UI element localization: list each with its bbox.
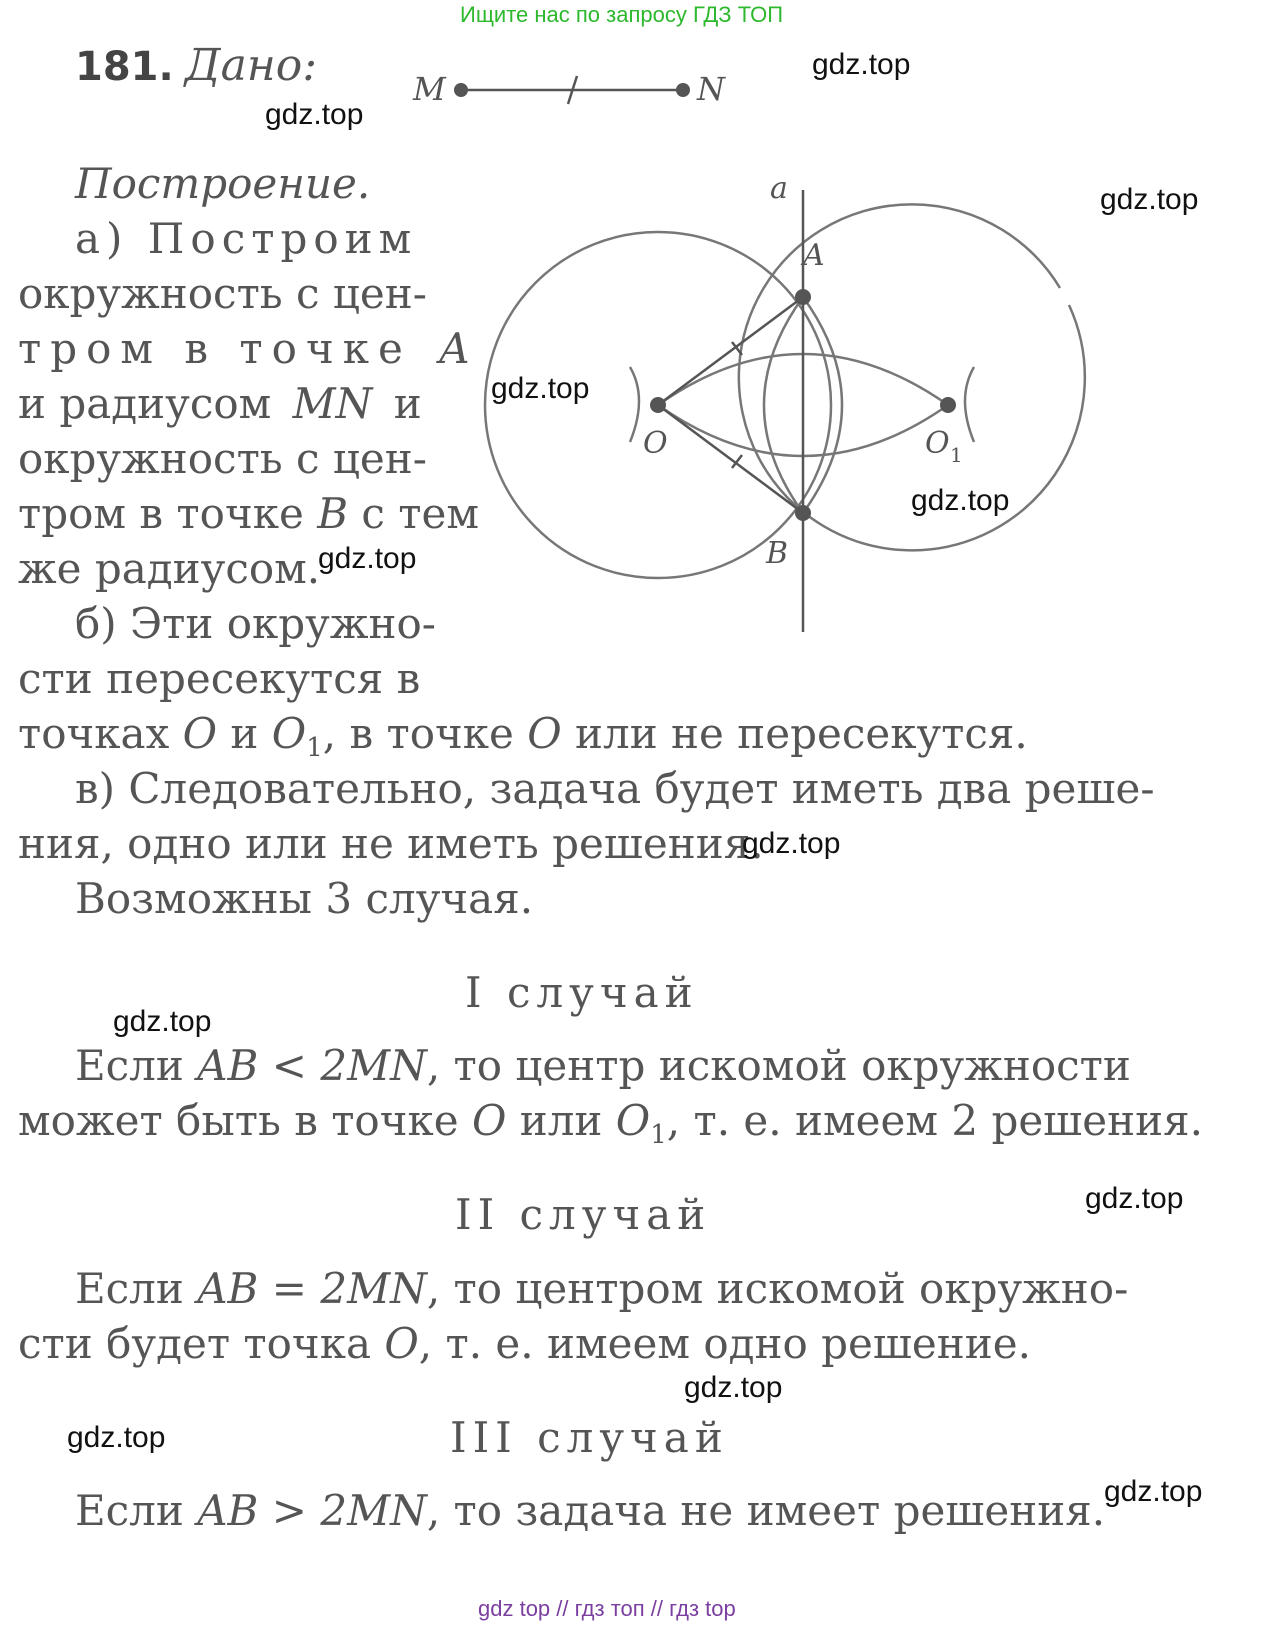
label-line-a: a <box>770 171 788 206</box>
label-o: O <box>643 426 668 461</box>
case1-relation: < <box>271 1041 307 1090</box>
watermark: gdz.top <box>265 98 364 131</box>
point-n-label: N <box>697 70 725 108</box>
given-label: Дано: <box>184 40 318 91</box>
case1-line2 <box>18 1096 1203 1150</box>
watermark: gdz.top <box>742 827 841 860</box>
watermark: gdz.top <box>1085 1182 1184 1215</box>
construction-figure <box>470 170 1190 650</box>
problem-header <box>75 40 318 91</box>
var-o: O <box>182 709 218 758</box>
case3-title: III случай <box>450 1413 729 1462</box>
case1-line1 <box>75 1041 1131 1090</box>
segment-ob <box>658 405 803 513</box>
step-a-line4 <box>18 379 422 428</box>
var-o1: O <box>271 709 307 758</box>
case1-2mn: 2MN <box>320 1041 427 1090</box>
case1-line2-text: может быть в точке <box>18 1096 459 1145</box>
case2-if: Если <box>75 1264 184 1313</box>
watermark: gdz.top <box>684 1371 783 1404</box>
word-and: и <box>393 379 422 428</box>
label-o1-sub: 1 <box>950 443 963 467</box>
var-o-2: O <box>527 709 562 758</box>
case1-if: Если <box>75 1041 184 1090</box>
step-b-line1: б) Эти окружно- <box>75 599 436 648</box>
step-a-line4-text: и радиусом <box>18 379 272 428</box>
label-o1: O <box>925 426 950 461</box>
var-mn: MN <box>292 379 373 428</box>
watermark: gdz.top <box>113 1005 212 1038</box>
case1-o1: O <box>615 1096 651 1145</box>
case3-2mn: 2MN <box>320 1486 427 1535</box>
case1-line1-tail: , то центр искомой окружности <box>426 1041 1131 1090</box>
step-a-line7: же радиусом. <box>18 544 321 593</box>
step-b-line3-mid: , в точке <box>322 709 514 758</box>
step-a-line6-tail: с тем <box>361 489 480 538</box>
case3-line1-tail: , то задача не имеет решения. <box>426 1486 1106 1535</box>
construction-heading: Построение. <box>75 159 371 208</box>
watermark: gdz.top <box>812 48 911 81</box>
arc-right <box>803 297 842 513</box>
case1-or: или <box>519 1096 603 1145</box>
step-b-line3-text: точках <box>18 709 170 758</box>
step-b-line2: сти пересекутся в <box>18 654 421 703</box>
arc-left <box>764 297 803 513</box>
case1-line2-tail: , т. е. имеем 2 решения. <box>666 1096 1203 1145</box>
var-a: A <box>439 324 470 373</box>
watermark: gdz.top <box>1100 183 1199 216</box>
case2-line2 <box>18 1319 1031 1368</box>
step-a-line3 <box>18 324 470 373</box>
case2-relation: = <box>271 1264 307 1313</box>
point-m-dot <box>454 83 468 97</box>
case2-ab: AB <box>197 1264 259 1313</box>
step-a-line3-text: тром в точке <box>18 324 412 373</box>
step-b-line3-tail: или не пересекутся. <box>575 709 1028 758</box>
point-b-dot <box>795 505 811 521</box>
step-a-line1: а) Построим <box>75 214 418 263</box>
case1-o1-sub: 1 <box>650 1119 667 1150</box>
watermark: gdz.top <box>318 542 417 575</box>
watermark: gdz.top <box>491 372 590 405</box>
var-b: B <box>317 489 349 538</box>
top-banner: Ищите нас по запросу ГДЗ ТОП <box>460 2 784 27</box>
case3-relation: > <box>271 1486 307 1535</box>
word-and-2: и <box>230 709 259 758</box>
step-a-line6-text: тром в точке <box>18 489 304 538</box>
bottom-banner: gdz top // гдз топ // гдз top <box>478 1596 736 1621</box>
case2-title: II случай <box>455 1190 712 1239</box>
case1-ab: AB <box>197 1041 259 1090</box>
step-a-line2: окружность с цен- <box>18 269 427 318</box>
case1-title: I случай <box>465 968 699 1017</box>
case2-line1-tail: , то центром искомой окружно- <box>426 1264 1129 1313</box>
case2-line2-text: сти будет точка <box>18 1319 371 1368</box>
case2-2mn: 2MN <box>320 1264 427 1313</box>
case1-o: O <box>471 1096 507 1145</box>
case2-line2-tail: , т. е. имеем одно решение. <box>418 1319 1031 1368</box>
point-o-dot <box>650 397 666 413</box>
cases-intro: Возможны 3 случая. <box>75 874 534 923</box>
point-o1-dot <box>940 397 956 413</box>
case2-line1 <box>75 1264 1129 1313</box>
case2-o: O <box>384 1319 419 1368</box>
point-a-dot <box>795 289 811 305</box>
step-b-line3 <box>18 709 1028 763</box>
point-m-label: M <box>413 70 446 108</box>
problem-number: 181. <box>75 44 174 90</box>
step-a-line5: окружность с цен- <box>18 434 427 483</box>
var-o1-sub: 1 <box>306 732 323 763</box>
step-a-line6 <box>18 489 480 538</box>
case3-if: Если <box>75 1486 184 1535</box>
label-a: A <box>803 238 825 273</box>
step-v-line1: в) Следовательно, задача будет иметь два реше- <box>75 764 1155 813</box>
case3-ab: AB <box>197 1486 259 1535</box>
watermark: gdz.top <box>67 1421 166 1454</box>
segment-oa <box>658 297 803 405</box>
label-b: B <box>766 536 789 571</box>
watermark: gdz.top <box>1104 1475 1203 1508</box>
case3-line1 <box>75 1486 1106 1535</box>
arc-small-o1 <box>965 367 974 442</box>
watermark: gdz.top <box>911 484 1010 517</box>
arc-small-o <box>630 367 639 442</box>
segment-mn-figure <box>405 60 745 120</box>
point-n-dot <box>676 83 690 97</box>
step-v-line2: ния, одно или не иметь решения. <box>18 819 764 868</box>
